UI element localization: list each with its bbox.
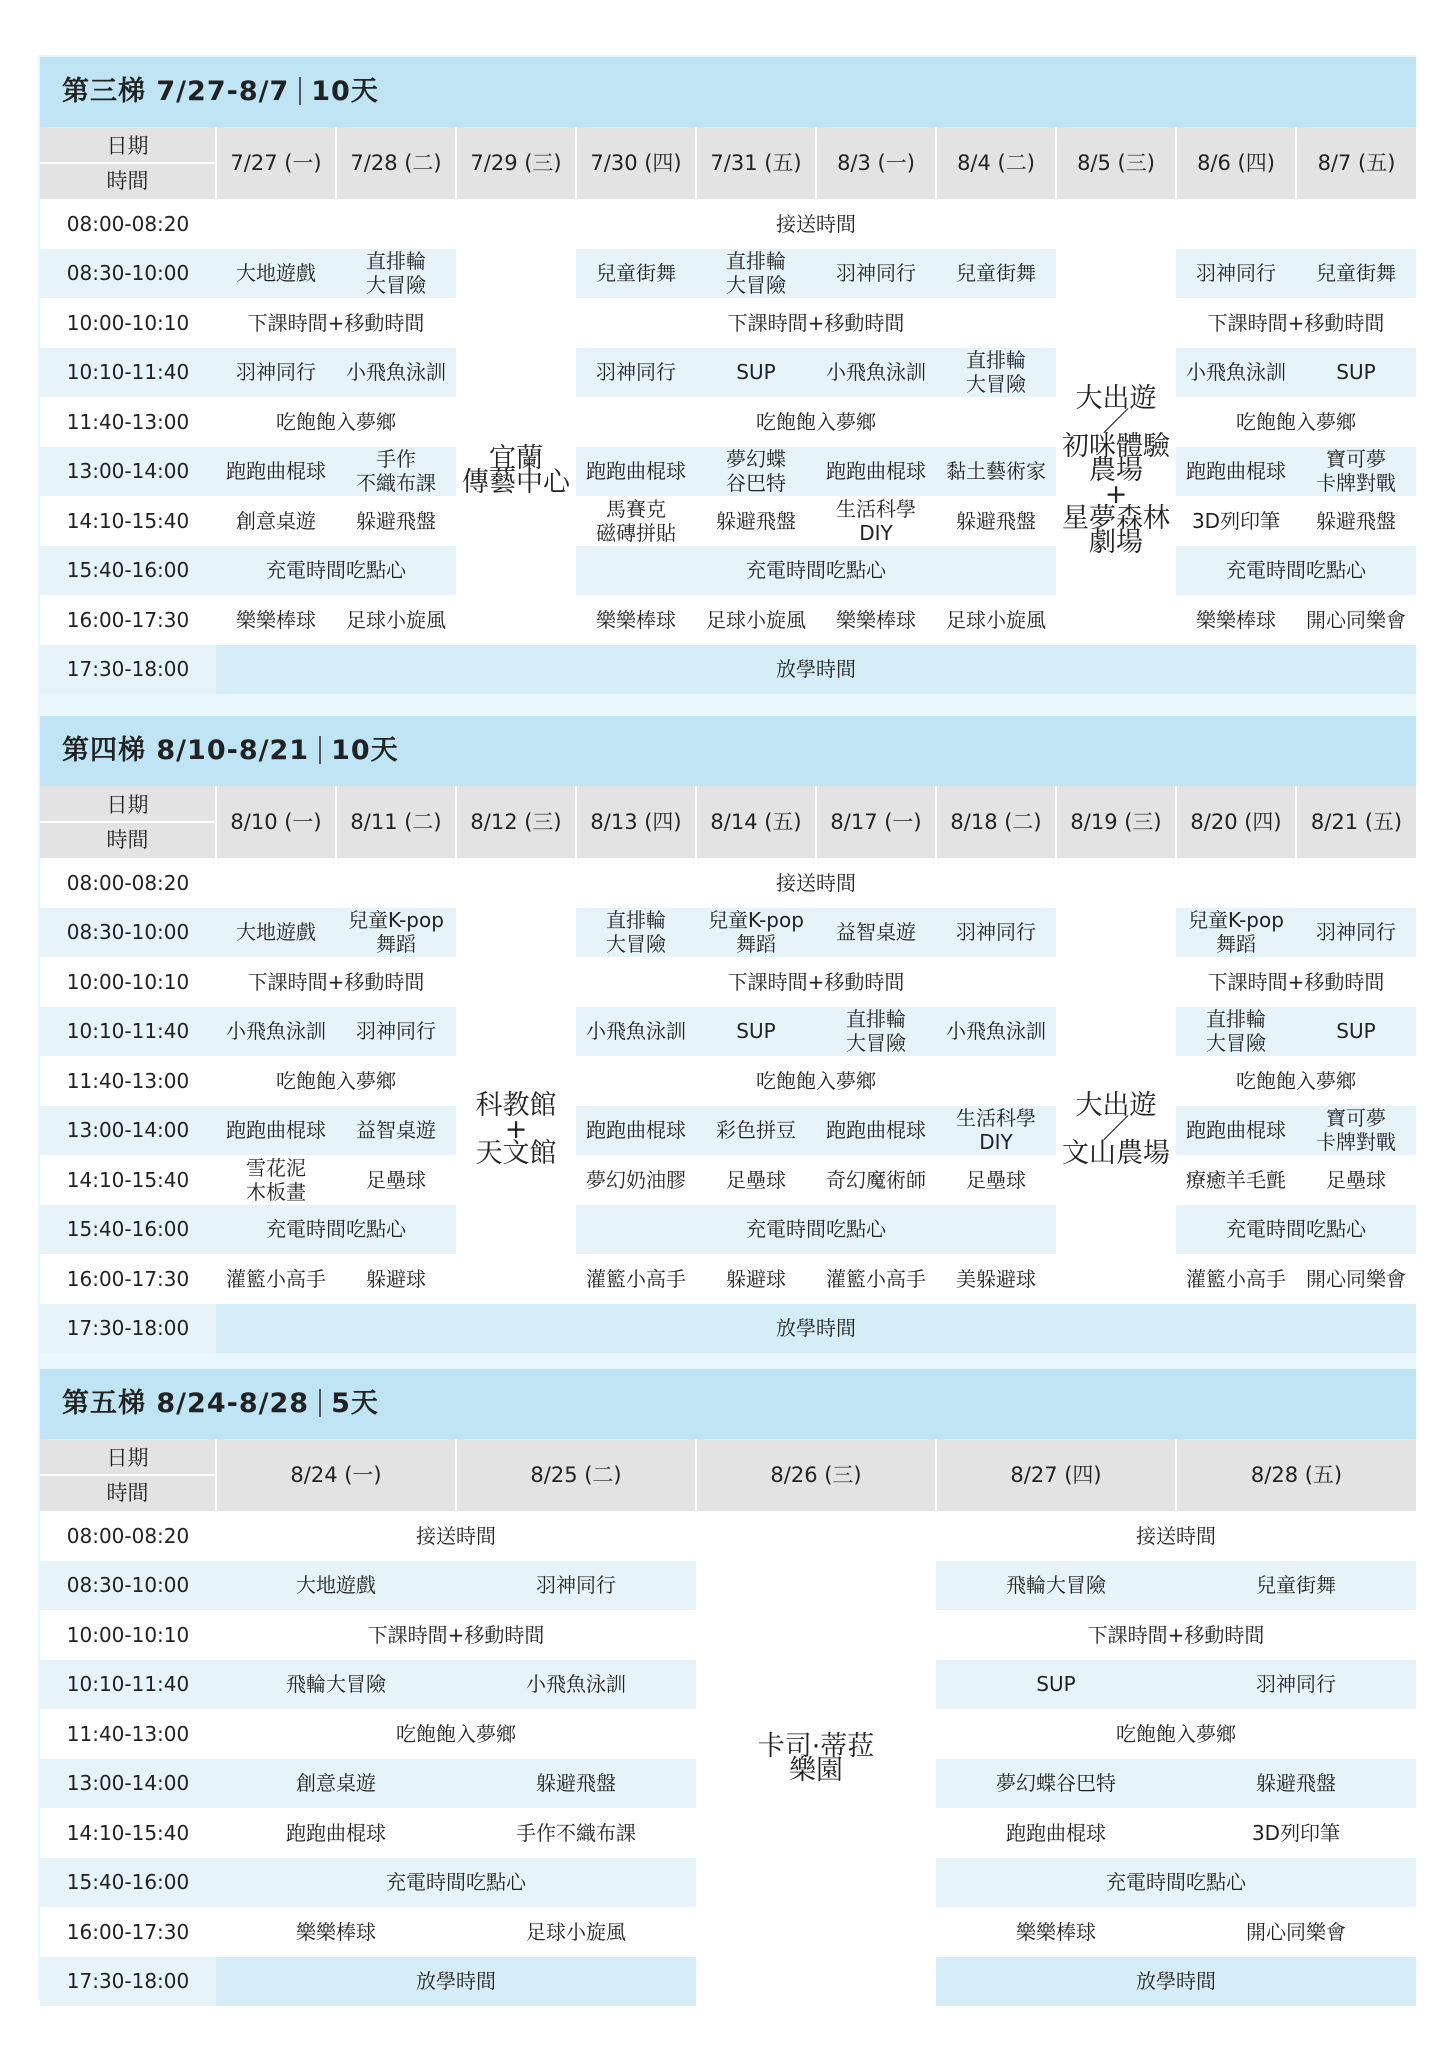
date-header: 8/6 (四) [1176, 127, 1296, 199]
activity-cell: 小飛魚泳訓 [336, 348, 456, 398]
activity-cell: 跑跑曲棍球 [576, 1106, 696, 1156]
table-row [40, 858, 1416, 908]
activity-cell: 羽神同行 [576, 348, 696, 398]
table-row [40, 1304, 1416, 1354]
date-header: 8/19 (三) [1056, 786, 1176, 858]
time-cell: 08:30-10:00 [40, 1561, 216, 1611]
time-cell: 10:10-11:40 [40, 348, 216, 398]
time-cell: 16:00-17:30 [40, 595, 216, 645]
table-row [40, 595, 1416, 645]
time-cell: 14:10-15:40 [40, 1808, 216, 1858]
activity-cell: 兒童街舞 [1176, 1561, 1416, 1611]
activity-cell: 足壘球 [696, 1155, 816, 1205]
activity-cell: 兒童K-pop 舞蹈 [696, 908, 816, 958]
time-cell: 08:00-08:20 [40, 199, 216, 249]
activity-cell: 足球小旋風 [696, 595, 816, 645]
time-cell: 15:40-16:00 [40, 1205, 216, 1255]
date-header: 8/17 (一) [816, 786, 936, 858]
activity-cell: 兒童街舞 [936, 249, 1056, 299]
date-header: 8/18 (二) [936, 786, 1056, 858]
activity-cell: 足壘球 [336, 1155, 456, 1205]
session-5 [40, 1369, 1416, 2006]
activity-cell: 躲避飛盤 [936, 496, 1056, 546]
activity-cell: 放學時間 [216, 1304, 1416, 1354]
time-cell: 08:30-10:00 [40, 908, 216, 958]
activity-cell: 小飛魚泳訓 [456, 1660, 696, 1710]
date-header: 8/28 (五) [1176, 1439, 1416, 1511]
session-title-text: 第四梯 8/10-8/21 [62, 735, 310, 766]
activity-cell: 直排輪 大冒險 [816, 1007, 936, 1057]
table-row [40, 645, 1416, 695]
activity-cell: 夢幻蝶 谷巴特 [696, 447, 816, 497]
time-cell: 11:40-13:00 [40, 1709, 216, 1759]
activity-cell: 手作 不織布課 [336, 447, 456, 497]
title-divider [299, 77, 301, 105]
session-title-text: 第三梯 7/27-8/7 [62, 76, 290, 107]
activity-cell: 小飛魚泳訓 [576, 1007, 696, 1057]
date-header: 7/27 (一) [216, 127, 336, 199]
activity-cell: 直排輪 大冒險 [1176, 1007, 1296, 1057]
activity-cell: 生活科學 DIY [936, 1106, 1056, 1156]
table-row [40, 1106, 1416, 1156]
date-header: 8/3 (一) [816, 127, 936, 199]
activity-cell: 跑跑曲棍球 [576, 447, 696, 497]
field-trip-cell: 大出遊 ／ 文山農場 [1056, 908, 1176, 1354]
activity-cell: 足壘球 [1296, 1155, 1416, 1205]
date-header: 8/13 (四) [576, 786, 696, 858]
title-divider [319, 1389, 321, 1417]
activity-cell: 大地遊戲 [216, 908, 336, 958]
activity-cell: SUP [1296, 1007, 1416, 1057]
activity-cell: 足壘球 [936, 1155, 1056, 1205]
activity-cell: 放學時間 [936, 1957, 1416, 2007]
date-label: 日期 [40, 787, 215, 823]
activity-cell: 吃飽飽入夢鄉 [576, 1056, 1056, 1106]
time-cell: 13:00-14:00 [40, 1759, 216, 1809]
activity-cell: 下課時間+移動時間 [216, 1610, 696, 1660]
activity-cell: 吃飽飽入夢鄉 [936, 1709, 1416, 1759]
activity-cell: 灌籃小高手 [1176, 1254, 1296, 1304]
activity-cell: 充電時間吃點心 [216, 546, 456, 596]
field-trip-cell: 大出遊 ／ 初咪體驗 農場 + 星夢森林 劇場 [1056, 249, 1176, 695]
activity-cell: 下課時間+移動時間 [1176, 298, 1416, 348]
date-header: 8/11 (二) [336, 786, 456, 858]
date-header: 8/4 (二) [936, 127, 1056, 199]
table-row [40, 546, 1416, 596]
activity-cell: 跑跑曲棍球 [816, 1106, 936, 1156]
activity-cell: 樂樂棒球 [576, 595, 696, 645]
activity-cell: 下課時間+移動時間 [576, 298, 1056, 348]
date-header: 8/14 (五) [696, 786, 816, 858]
activity-cell: 躲避飛盤 [1176, 1759, 1416, 1809]
activity-cell: 兒童K-pop 舞蹈 [336, 908, 456, 958]
activity-cell: 充電時間吃點心 [1176, 1205, 1416, 1255]
activity-cell: 兒童街舞 [1296, 249, 1416, 299]
date-header: 7/30 (四) [576, 127, 696, 199]
table-row [40, 199, 1416, 249]
activity-cell: 足球小旋風 [456, 1907, 696, 1957]
time-label: 時間 [106, 828, 149, 852]
activity-cell: 跑跑曲棍球 [216, 1808, 456, 1858]
table-row [40, 1205, 1416, 1255]
activity-cell: 寶可夢 卡牌對戰 [1296, 1106, 1416, 1156]
date-header: 7/31 (五) [696, 127, 816, 199]
activity-cell: 手作不織布課 [456, 1808, 696, 1858]
activity-cell: 開心同樂會 [1176, 1907, 1416, 1957]
date-header: 8/20 (四) [1176, 786, 1296, 858]
activity-cell: 開心同樂會 [1296, 595, 1416, 645]
date-header: 8/24 (一) [216, 1439, 456, 1511]
date-header: 8/7 (五) [1296, 127, 1416, 199]
activity-cell: 雪花泥 木板畫 [216, 1155, 336, 1205]
activity-cell: 夢幻奶油膠 [576, 1155, 696, 1205]
activity-cell: 下課時間+移動時間 [216, 957, 456, 1007]
activity-cell: 跑跑曲棍球 [936, 1808, 1176, 1858]
session-4 [40, 716, 1416, 1353]
time-cell: 15:40-16:00 [40, 1858, 216, 1908]
time-cell: 10:00-10:10 [40, 957, 216, 1007]
activity-cell: 下課時間+移動時間 [936, 1610, 1416, 1660]
activity-cell: 跑跑曲棍球 [816, 447, 936, 497]
activity-cell: 充電時間吃點心 [576, 1205, 1056, 1255]
activity-cell: 躲避球 [336, 1254, 456, 1304]
date-label: 日期 [40, 128, 215, 164]
activity-cell: 飛輪大冒險 [216, 1660, 456, 1710]
date-label: 日期 [40, 1440, 215, 1476]
date-header: 7/28 (二) [336, 127, 456, 199]
time-cell: 08:30-10:00 [40, 249, 216, 299]
table-row [40, 397, 1416, 447]
session-3 [40, 57, 1416, 694]
session-title-text: 第五梯 8/24-8/28 [62, 1388, 310, 1419]
time-cell: 08:00-08:20 [40, 1511, 216, 1561]
activity-cell: 寶可夢 卡牌對戰 [1296, 447, 1416, 497]
activity-cell: 跑跑曲棍球 [216, 447, 336, 497]
activity-cell: 羽神同行 [936, 908, 1056, 958]
activity-cell: 大地遊戲 [216, 249, 336, 299]
activity-cell: 羽神同行 [336, 1007, 456, 1057]
time-cell: 08:00-08:20 [40, 858, 216, 908]
activity-cell: 創意桌遊 [216, 496, 336, 546]
activity-cell: 羽神同行 [1296, 908, 1416, 958]
activity-cell: 躲避飛盤 [1296, 496, 1416, 546]
activity-cell: 吃飽飽入夢鄉 [576, 397, 1056, 447]
table-row [40, 957, 1416, 1007]
time-label: 時間 [106, 169, 149, 193]
activity-cell: 羽神同行 [456, 1561, 696, 1611]
activity-cell: 接送時間 [216, 1511, 696, 1561]
activity-cell: 3D列印筆 [1176, 1808, 1416, 1858]
time-cell: 16:00-17:30 [40, 1254, 216, 1304]
session-days: 10天 [311, 76, 379, 107]
header-row [40, 1439, 1416, 1511]
activity-cell: 大地遊戲 [216, 1561, 456, 1611]
time-cell: 10:00-10:10 [40, 298, 216, 348]
time-cell: 14:10-15:40 [40, 1155, 216, 1205]
header-row [40, 127, 1416, 199]
time-cell: 14:10-15:40 [40, 496, 216, 546]
activity-cell: SUP [696, 348, 816, 398]
schedule-table [40, 1439, 1416, 2006]
date-header: 8/26 (三) [696, 1439, 936, 1511]
activity-cell: 樂樂棒球 [216, 595, 336, 645]
table-row [40, 1056, 1416, 1106]
activity-cell: 生活科學 DIY [816, 496, 936, 546]
activity-cell: 小飛魚泳訓 [816, 348, 936, 398]
activity-cell: SUP [936, 1660, 1176, 1710]
activity-cell: 下課時間+移動時間 [576, 957, 1056, 1007]
field-trip-cell: 宜蘭 傳藝中心 [456, 249, 576, 695]
activity-cell: 吃飽飽入夢鄉 [216, 1709, 696, 1759]
activity-cell: 直排輪 大冒險 [576, 908, 696, 958]
activity-cell: 充電時間吃點心 [576, 546, 1056, 596]
activity-cell: 跑跑曲棍球 [1176, 1106, 1296, 1156]
field-trip-cell: 科教館 + 天文館 [456, 908, 576, 1354]
time-cell: 11:40-13:00 [40, 397, 216, 447]
time-cell: 10:10-11:40 [40, 1660, 216, 1710]
activity-cell: 放學時間 [216, 1957, 696, 2007]
table-row [40, 249, 1416, 299]
time-cell: 17:30-18:00 [40, 645, 216, 695]
activity-cell: 吃飽飽入夢鄉 [1176, 397, 1416, 447]
header-row [40, 786, 1416, 858]
activity-cell: 吃飽飽入夢鄉 [216, 397, 456, 447]
activity-cell: SUP [696, 1007, 816, 1057]
table-row [40, 1007, 1416, 1057]
activity-cell: 充電時間吃點心 [936, 1858, 1416, 1908]
date-header: 8/12 (三) [456, 786, 576, 858]
schedule-table [40, 127, 1416, 694]
session-days: 10天 [331, 735, 399, 766]
date-header: 8/21 (五) [1296, 786, 1416, 858]
activity-cell: 益智桌遊 [816, 908, 936, 958]
time-cell: 13:00-14:00 [40, 1106, 216, 1156]
time-cell: 17:30-18:00 [40, 1304, 216, 1354]
activity-cell: 療癒羊毛氈 [1176, 1155, 1296, 1205]
schedule-table [40, 786, 1416, 1353]
activity-cell: 兒童街舞 [576, 249, 696, 299]
activity-cell: 3D列印筆 [1176, 496, 1296, 546]
session-days: 5天 [331, 1388, 379, 1419]
activity-cell: 飛輪大冒險 [936, 1561, 1176, 1611]
activity-cell: 足球小旋風 [936, 595, 1056, 645]
activity-cell: 羽神同行 [816, 249, 936, 299]
activity-cell: 灌籃小高手 [816, 1254, 936, 1304]
time-cell: 17:30-18:00 [40, 1957, 216, 2007]
activity-cell: 樂樂棒球 [216, 1907, 456, 1957]
activity-cell: 接送時間 [216, 858, 1416, 908]
activity-cell: 跑跑曲棍球 [1176, 447, 1296, 497]
table-row [40, 496, 1416, 546]
activity-cell: 足球小旋風 [336, 595, 456, 645]
table-row [40, 1511, 1416, 1561]
date-header: 8/10 (一) [216, 786, 336, 858]
activity-cell: 下課時間+移動時間 [216, 298, 456, 348]
header-corner [40, 127, 216, 199]
time-cell: 16:00-17:30 [40, 1907, 216, 1957]
table-row [40, 1155, 1416, 1205]
field-trip-cell: 卡司·蒂菈 樂園 [696, 1511, 936, 2006]
activity-cell: 樂樂棒球 [936, 1907, 1176, 1957]
activity-cell: 直排輪 大冒險 [936, 348, 1056, 398]
activity-cell: 兒童K-pop 舞蹈 [1176, 908, 1296, 958]
activity-cell: 馬賽克 磁磚拼貼 [576, 496, 696, 546]
time-cell: 10:00-10:10 [40, 1610, 216, 1660]
activity-cell: 躲避飛盤 [336, 496, 456, 546]
activity-cell: 跑跑曲棍球 [216, 1106, 336, 1156]
table-row [40, 908, 1416, 958]
activity-cell: 接送時間 [216, 199, 1416, 249]
session-4-title [40, 716, 1416, 786]
title-divider [319, 736, 321, 764]
activity-cell: 羽神同行 [1176, 249, 1296, 299]
activity-cell: 益智桌遊 [336, 1106, 456, 1156]
activity-cell: 小飛魚泳訓 [216, 1007, 336, 1057]
date-header: 7/29 (三) [456, 127, 576, 199]
activity-cell: 羽神同行 [1176, 1660, 1416, 1710]
session-3-title [40, 57, 1416, 127]
activity-cell: 充電時間吃點心 [216, 1858, 696, 1908]
activity-cell: 小飛魚泳訓 [1176, 348, 1296, 398]
activity-cell: 充電時間吃點心 [216, 1205, 456, 1255]
activity-cell: 美躲避球 [936, 1254, 1056, 1304]
time-cell: 11:40-13:00 [40, 1056, 216, 1106]
table-row [40, 447, 1416, 497]
date-header: 8/5 (三) [1056, 127, 1176, 199]
activity-cell: 小飛魚泳訓 [936, 1007, 1056, 1057]
header-corner [40, 786, 216, 858]
activity-cell: 吃飽飽入夢鄉 [216, 1056, 456, 1106]
time-cell: 13:00-14:00 [40, 447, 216, 497]
activity-cell: 灌籃小高手 [576, 1254, 696, 1304]
activity-cell: 樂樂棒球 [1176, 595, 1296, 645]
table-row [40, 348, 1416, 398]
activity-cell: 躲避飛盤 [696, 496, 816, 546]
activity-cell: 充電時間吃點心 [1176, 546, 1416, 596]
activity-cell: SUP [1296, 348, 1416, 398]
time-cell: 15:40-16:00 [40, 546, 216, 596]
activity-cell: 黏土藝術家 [936, 447, 1056, 497]
activity-cell: 放學時間 [216, 645, 1416, 695]
activity-cell: 直排輪 大冒險 [696, 249, 816, 299]
activity-cell: 躲避飛盤 [456, 1759, 696, 1809]
activity-cell: 躲避球 [696, 1254, 816, 1304]
activity-cell: 彩色拼豆 [696, 1106, 816, 1156]
activity-cell: 夢幻蝶谷巴特 [936, 1759, 1176, 1809]
date-header: 8/25 (二) [456, 1439, 696, 1511]
session-5-title [40, 1369, 1416, 1439]
activity-cell: 羽神同行 [216, 348, 336, 398]
activity-cell: 吃飽飽入夢鄉 [1176, 1056, 1416, 1106]
activity-cell: 直排輪 大冒險 [336, 249, 456, 299]
activity-cell: 接送時間 [936, 1511, 1416, 1561]
activity-cell: 樂樂棒球 [816, 595, 936, 645]
date-header: 8/27 (四) [936, 1439, 1176, 1511]
activity-cell: 灌籃小高手 [216, 1254, 336, 1304]
activity-cell: 下課時間+移動時間 [1176, 957, 1416, 1007]
activity-cell: 開心同樂會 [1296, 1254, 1416, 1304]
time-label: 時間 [106, 1481, 149, 1505]
table-row [40, 298, 1416, 348]
table-row [40, 1254, 1416, 1304]
header-corner [40, 1439, 216, 1511]
activity-cell: 奇幻魔術師 [816, 1155, 936, 1205]
time-cell: 10:10-11:40 [40, 1007, 216, 1057]
activity-cell: 創意桌遊 [216, 1759, 456, 1809]
